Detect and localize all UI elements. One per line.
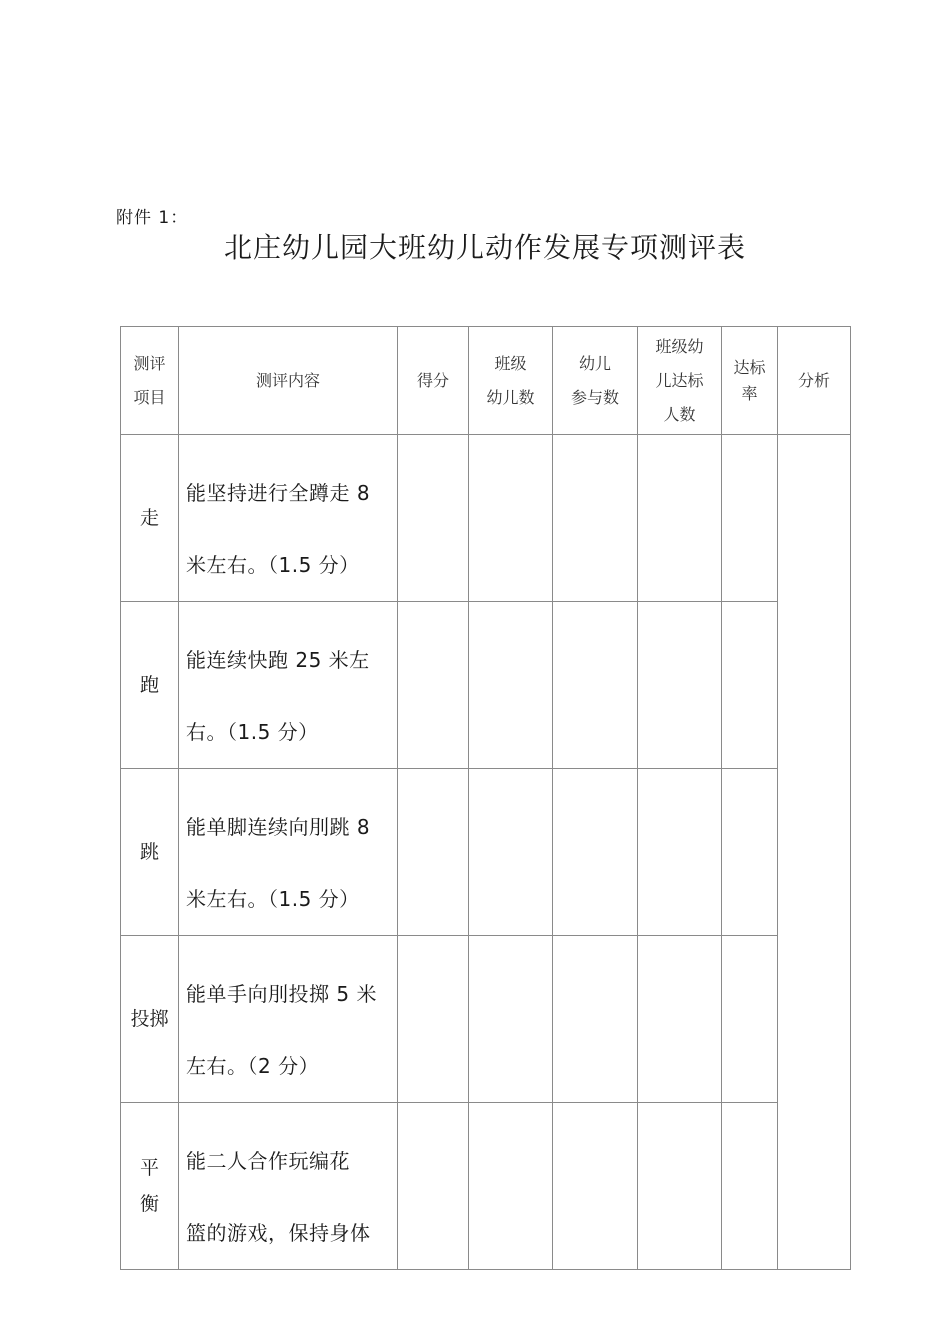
class-count-cell[interactable] — [469, 1103, 553, 1270]
table-row — [121, 1103, 851, 1270]
participants-cell[interactable] — [553, 769, 638, 936]
qualified-cell[interactable] — [638, 602, 722, 769]
header-rate: 达标 率 — [722, 327, 778, 435]
document-title: 北庄幼儿园大班幼儿动作发展专项测评表 — [223, 231, 746, 264]
row-content: 能单脚连续向刖跳 8 米左右。（1.5 分） — [179, 769, 398, 936]
rate-cell[interactable] — [722, 1103, 778, 1270]
qualified-cell[interactable] — [638, 1103, 722, 1270]
score-cell[interactable] — [398, 769, 469, 936]
qualified-cell[interactable] — [638, 936, 722, 1103]
participants-cell[interactable] — [553, 936, 638, 1103]
attachment-label: 附件 1： — [116, 208, 189, 228]
score-cell[interactable] — [398, 602, 469, 769]
table-row — [121, 435, 851, 602]
row-category: 走 — [121, 435, 179, 602]
rate-cell[interactable] — [722, 769, 778, 936]
row-category: 投掷 — [121, 936, 179, 1103]
table-row — [121, 602, 851, 769]
table-row — [121, 936, 851, 1103]
rate-cell[interactable] — [722, 602, 778, 769]
score-cell[interactable] — [398, 936, 469, 1103]
row-content: 能连续快跑 25 米左 右。（1.5 分） — [179, 602, 398, 769]
row-content: 能单手向刖投掷 5 米 左右。（2 分） — [179, 936, 398, 1103]
qualified-cell[interactable] — [638, 769, 722, 936]
header-qualified: 班级幼 儿达标 人数 — [638, 327, 722, 435]
header-item: 测评 项目 — [121, 327, 179, 435]
participants-cell[interactable] — [553, 1103, 638, 1270]
participants-cell[interactable] — [553, 435, 638, 602]
row-content: 能坚持进行全蹲走 8 米左右。（1.5 分） — [179, 435, 398, 602]
class-count-cell[interactable] — [469, 435, 553, 602]
class-count-cell[interactable] — [469, 602, 553, 769]
class-count-cell[interactable] — [469, 936, 553, 1103]
header-class-count: 班级 幼儿数 — [469, 327, 553, 435]
header-content: 测评内容 — [179, 327, 398, 435]
rate-cell[interactable] — [722, 936, 778, 1103]
header-analysis: 分析 — [778, 327, 851, 435]
row-content: 能二人合作玩编花 篮的游戏，保持身体 — [179, 1103, 398, 1270]
table-row — [121, 769, 851, 936]
row-category: 平 衡 — [121, 1103, 179, 1270]
score-cell[interactable] — [398, 435, 469, 602]
row-category: 跑 — [121, 602, 179, 769]
class-count-cell[interactable] — [469, 769, 553, 936]
header-score: 得分 — [398, 327, 469, 435]
rate-cell[interactable] — [722, 435, 778, 602]
table-header-row — [121, 327, 851, 435]
analysis-cell[interactable] — [778, 435, 851, 1270]
score-cell[interactable] — [398, 1103, 469, 1270]
header-participants: 幼儿 参与数 — [553, 327, 638, 435]
row-category: 跳 — [121, 769, 179, 936]
participants-cell[interactable] — [553, 602, 638, 769]
qualified-cell[interactable] — [638, 435, 722, 602]
evaluation-table — [120, 326, 851, 1270]
